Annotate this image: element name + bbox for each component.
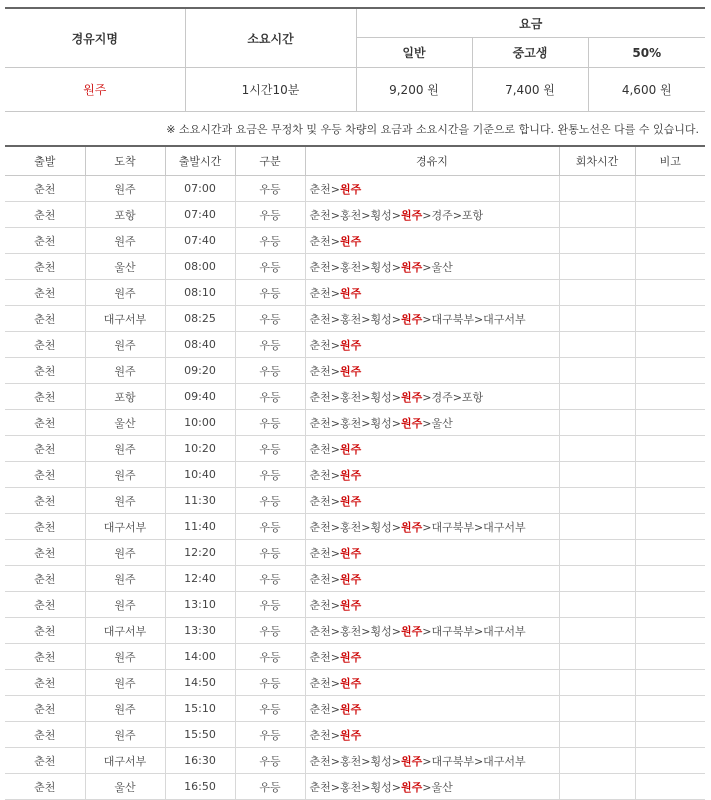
cell-class: 우등 — [235, 774, 305, 800]
cell-class: 우등 — [235, 540, 305, 566]
cell-from: 춘천 — [5, 462, 85, 488]
cell-remarks — [635, 254, 705, 280]
schedule-header-row — [5, 146, 705, 176]
table-row — [5, 592, 705, 618]
cell-remarks — [635, 514, 705, 540]
cell-remarks — [635, 644, 705, 670]
cell-to: 원주 — [85, 670, 165, 696]
via-stop-highlight: 원주 — [339, 364, 362, 378]
cell-return-time — [559, 670, 635, 696]
cell-via: 춘천>홍천>횡성>원주>대구북부>대구서부 — [305, 514, 559, 540]
header-return-time: 회차시간 — [559, 146, 635, 176]
cell-remarks — [635, 722, 705, 748]
table-row — [5, 306, 705, 332]
via-stop: 횡성 — [370, 260, 392, 274]
cell-via: 춘천>원주 — [305, 436, 559, 462]
cell-to: 원주 — [85, 280, 165, 306]
cell-departure-time: 08:25 — [165, 306, 235, 332]
cell-class: 우등 — [235, 176, 305, 202]
via-stop-highlight: 원주 — [339, 468, 362, 482]
cell-via: 춘천>홍천>횡성>원주>경주>포항 — [305, 202, 559, 228]
via-stop: 횡성 — [370, 208, 392, 222]
cell-via: 춘천>원주 — [305, 176, 559, 202]
cell-remarks — [635, 592, 705, 618]
cell-return-time — [559, 228, 635, 254]
via-stop: 춘천 — [309, 312, 331, 326]
cell-class: 우등 — [235, 696, 305, 722]
via-stop: 춘천 — [309, 416, 331, 430]
via-stop: 춘천 — [309, 572, 331, 586]
via-stop: 춘천 — [309, 234, 331, 248]
via-stop: 춘천 — [309, 728, 331, 742]
cell-from: 춘천 — [5, 176, 85, 202]
cell-departure-time: 14:50 — [165, 670, 235, 696]
via-stop: 춘천 — [309, 754, 331, 768]
cell-from: 춘천 — [5, 696, 85, 722]
cell-class: 우등 — [235, 306, 305, 332]
via-stop-highlight: 원주 — [400, 390, 423, 404]
cell-class: 우등 — [235, 410, 305, 436]
cell-to: 원주 — [85, 540, 165, 566]
table-row — [5, 514, 705, 540]
table-row — [5, 748, 705, 774]
cell-class: 우등 — [235, 384, 305, 410]
cell-return-time — [559, 748, 635, 774]
cell-return-time — [559, 358, 635, 384]
cell-via: 춘천>원주 — [305, 488, 559, 514]
via-stop: 춘천 — [309, 468, 331, 482]
cell-return-time — [559, 202, 635, 228]
cell-via: 춘천>홍천>횡성>원주>울산 — [305, 254, 559, 280]
via-stop-highlight: 원주 — [339, 546, 362, 560]
cell-via: 춘천>원주 — [305, 280, 559, 306]
via-stop: 홍천 — [339, 780, 362, 794]
table-row — [5, 540, 705, 566]
cell-via: 춘천>홍천>횡성>원주>대구북부>대구서부 — [305, 306, 559, 332]
cell-departure-time: 09:40 — [165, 384, 235, 410]
cell-from: 춘천 — [5, 228, 85, 254]
via-stop: 대구서부 — [483, 312, 526, 326]
cell-remarks — [635, 384, 705, 410]
via-stop: 춘천 — [309, 650, 331, 664]
cell-via: 춘천>홍천>횡성>원주>울산 — [305, 410, 559, 436]
cell-to: 대구서부 — [85, 748, 165, 774]
cell-via: 춘천>원주 — [305, 644, 559, 670]
cell-remarks — [635, 228, 705, 254]
via-stop: 횡성 — [370, 390, 392, 404]
cell-via: 춘천>원주 — [305, 358, 559, 384]
header-class: 구분 — [235, 146, 305, 176]
cell-return-time — [559, 436, 635, 462]
cell-departure-time: 16:30 — [165, 748, 235, 774]
via-stop: 홍천 — [339, 520, 362, 534]
cell-to: 원주 — [85, 332, 165, 358]
via-stop-highlight: 원주 — [339, 442, 362, 456]
via-stop: 홍천 — [339, 624, 362, 638]
via-stop: 춘천 — [309, 598, 331, 612]
cell-to: 원주 — [85, 722, 165, 748]
via-stop: 춘천 — [309, 286, 331, 300]
via-stop: 울산 — [431, 260, 453, 274]
cell-return-time — [559, 254, 635, 280]
cell-to: 울산 — [85, 410, 165, 436]
header-via: 경유지 — [305, 146, 559, 176]
cell-to: 울산 — [85, 774, 165, 800]
cell-class: 우등 — [235, 514, 305, 540]
cell-class: 우등 — [235, 748, 305, 774]
cell-return-time — [559, 280, 635, 306]
fare-header-stop-name: 경유지명 — [5, 8, 185, 68]
cell-class: 우등 — [235, 488, 305, 514]
table-row — [5, 358, 705, 384]
via-stop: 대구북부 — [431, 520, 474, 534]
cell-to: 원주 — [85, 176, 165, 202]
table-row — [5, 644, 705, 670]
via-stop: 홍천 — [339, 754, 362, 768]
via-stop: 홍천 — [339, 312, 362, 326]
cell-departure-time: 09:20 — [165, 358, 235, 384]
via-stop-highlight: 원주 — [339, 702, 362, 716]
header-remarks: 비고 — [635, 146, 705, 176]
table-row — [5, 462, 705, 488]
cell-class: 우등 — [235, 566, 305, 592]
cell-from: 춘천 — [5, 748, 85, 774]
via-stop-highlight: 원주 — [339, 286, 362, 300]
cell-class: 우등 — [235, 332, 305, 358]
cell-departure-time: 16:50 — [165, 774, 235, 800]
cell-return-time — [559, 644, 635, 670]
table-row — [5, 202, 705, 228]
cell-from: 춘천 — [5, 722, 85, 748]
cell-to: 원주 — [85, 228, 165, 254]
cell-departure-time: 13:10 — [165, 592, 235, 618]
table-row — [5, 696, 705, 722]
cell-return-time — [559, 592, 635, 618]
fare-header-student: 중고생 — [472, 38, 588, 68]
via-stop-highlight: 원주 — [339, 234, 362, 248]
cell-class: 우등 — [235, 722, 305, 748]
fare-stop-name: 원주 — [5, 68, 185, 112]
via-stop: 춘천 — [309, 338, 331, 352]
cell-via: 춘천>원주 — [305, 462, 559, 488]
via-stop: 대구북부 — [431, 754, 474, 768]
cell-from: 춘천 — [5, 566, 85, 592]
cell-to: 원주 — [85, 644, 165, 670]
cell-to: 원주 — [85, 462, 165, 488]
via-stop-highlight: 원주 — [339, 650, 362, 664]
via-stop: 횡성 — [370, 780, 392, 794]
cell-remarks — [635, 566, 705, 592]
cell-via: 춘천>원주 — [305, 670, 559, 696]
cell-from: 춘천 — [5, 488, 85, 514]
via-stop-highlight: 원주 — [339, 676, 362, 690]
cell-departure-time: 12:40 — [165, 566, 235, 592]
via-stop: 춘천 — [309, 494, 331, 508]
cell-via: 춘천>홍천>횡성>원주>울산 — [305, 774, 559, 800]
via-stop-highlight: 원주 — [400, 520, 423, 534]
via-stop: 경주 — [431, 208, 453, 222]
cell-remarks — [635, 436, 705, 462]
fare-duration: 1시간10분 — [185, 68, 356, 112]
table-row — [5, 384, 705, 410]
via-stop-highlight: 원주 — [400, 312, 423, 326]
table-row — [5, 254, 705, 280]
via-stop: 대구서부 — [483, 754, 526, 768]
table-row — [5, 228, 705, 254]
table-row — [5, 280, 705, 306]
cell-departure-time: 13:30 — [165, 618, 235, 644]
table-row — [5, 566, 705, 592]
cell-departure-time: 15:50 — [165, 722, 235, 748]
cell-class: 우등 — [235, 436, 305, 462]
cell-from: 춘천 — [5, 384, 85, 410]
cell-from: 춘천 — [5, 358, 85, 384]
fare-header-fare: 요금 — [356, 8, 705, 38]
cell-departure-time: 10:40 — [165, 462, 235, 488]
via-stop: 홍천 — [339, 416, 362, 430]
via-stop: 횡성 — [370, 520, 392, 534]
cell-from: 춘천 — [5, 410, 85, 436]
cell-return-time — [559, 722, 635, 748]
cell-class: 우등 — [235, 462, 305, 488]
fare-general: 9,200 원 — [356, 68, 472, 112]
fare-student: 7,400 원 — [472, 68, 588, 112]
via-stop: 춘천 — [309, 364, 331, 378]
cell-to: 대구서부 — [85, 514, 165, 540]
cell-remarks — [635, 176, 705, 202]
cell-via: 춘천>홍천>횡성>원주>대구북부>대구서부 — [305, 748, 559, 774]
cell-remarks — [635, 618, 705, 644]
via-stop: 춘천 — [309, 624, 331, 638]
cell-return-time — [559, 488, 635, 514]
cell-from: 춘천 — [5, 254, 85, 280]
cell-from: 춘천 — [5, 514, 85, 540]
via-stop-highlight: 원주 — [400, 260, 423, 274]
via-stop: 횡성 — [370, 754, 392, 768]
cell-class: 우등 — [235, 254, 305, 280]
cell-from: 춘천 — [5, 306, 85, 332]
fare-header-half: 50% — [588, 38, 705, 68]
cell-return-time — [559, 176, 635, 202]
fare-note: ※ 소요시간과 요금은 무정차 및 우등 차량의 요금과 소요시간을 기준으로 합니다. 완통노선은 다를 수 있습니다. — [166, 123, 699, 136]
cell-return-time — [559, 332, 635, 358]
cell-to: 포항 — [85, 202, 165, 228]
cell-via: 춘천>원주 — [305, 566, 559, 592]
cell-via: 춘천>원주 — [305, 540, 559, 566]
cell-departure-time: 15:10 — [165, 696, 235, 722]
via-stop: 춘천 — [309, 676, 331, 690]
cell-departure-time: 07:40 — [165, 228, 235, 254]
cell-departure-time: 07:40 — [165, 202, 235, 228]
cell-departure-time: 08:00 — [165, 254, 235, 280]
cell-remarks — [635, 696, 705, 722]
cell-to: 대구서부 — [85, 618, 165, 644]
via-stop: 홍천 — [339, 208, 362, 222]
table-row — [5, 410, 705, 436]
cell-return-time — [559, 410, 635, 436]
cell-via: 춘천>원주 — [305, 722, 559, 748]
header-to: 도착 — [85, 146, 165, 176]
via-stop: 횡성 — [370, 312, 392, 326]
cell-return-time — [559, 462, 635, 488]
via-stop: 춘천 — [309, 182, 331, 196]
cell-departure-time: 11:30 — [165, 488, 235, 514]
fare-header-general: 일반 — [356, 38, 472, 68]
cell-return-time — [559, 696, 635, 722]
via-stop: 대구서부 — [483, 520, 526, 534]
fare-header-duration: 소요시간 — [185, 8, 356, 68]
cell-remarks — [635, 280, 705, 306]
cell-from: 춘천 — [5, 592, 85, 618]
cell-remarks — [635, 332, 705, 358]
via-stop: 횡성 — [370, 624, 392, 638]
cell-class: 우등 — [235, 592, 305, 618]
via-stop: 춘천 — [309, 780, 331, 794]
cell-via: 춘천>원주 — [305, 332, 559, 358]
via-stop: 울산 — [431, 416, 453, 430]
cell-via: 춘천>홍천>횡성>원주>대구북부>대구서부 — [305, 618, 559, 644]
cell-class: 우등 — [235, 644, 305, 670]
cell-return-time — [559, 566, 635, 592]
cell-departure-time: 11:40 — [165, 514, 235, 540]
via-stop: 횡성 — [370, 416, 392, 430]
via-stop: 춘천 — [309, 702, 331, 716]
via-stop: 춘천 — [309, 442, 331, 456]
via-stop: 울산 — [431, 780, 453, 794]
cell-to: 대구서부 — [85, 306, 165, 332]
via-stop: 춘천 — [309, 390, 331, 404]
cell-to: 원주 — [85, 696, 165, 722]
cell-return-time — [559, 540, 635, 566]
via-stop: 춘천 — [309, 208, 331, 222]
via-stop-highlight: 원주 — [339, 494, 362, 508]
cell-class: 우등 — [235, 280, 305, 306]
table-row — [5, 722, 705, 748]
cell-departure-time: 14:00 — [165, 644, 235, 670]
table-row — [5, 332, 705, 358]
cell-to: 울산 — [85, 254, 165, 280]
cell-remarks — [635, 462, 705, 488]
cell-return-time — [559, 306, 635, 332]
cell-to: 원주 — [85, 358, 165, 384]
cell-from: 춘천 — [5, 618, 85, 644]
via-stop-highlight: 원주 — [339, 182, 362, 196]
cell-via: 춘천>홍천>횡성>원주>경주>포항 — [305, 384, 559, 410]
via-stop-highlight: 원주 — [400, 754, 423, 768]
cell-remarks — [635, 410, 705, 436]
via-stop: 춘천 — [309, 520, 331, 534]
via-stop-highlight: 원주 — [339, 728, 362, 742]
cell-to: 원주 — [85, 488, 165, 514]
via-stop-highlight: 원주 — [339, 598, 362, 612]
cell-remarks — [635, 670, 705, 696]
via-stop-highlight: 원주 — [339, 572, 362, 586]
table-row — [5, 436, 705, 462]
cell-departure-time: 07:00 — [165, 176, 235, 202]
cell-via: 춘천>원주 — [305, 592, 559, 618]
table-row — [5, 176, 705, 202]
header-from: 출발 — [5, 146, 85, 176]
cell-departure-time: 08:10 — [165, 280, 235, 306]
cell-to: 원주 — [85, 566, 165, 592]
via-stop: 춘천 — [309, 546, 331, 560]
fare-half: 4,600 원 — [588, 68, 705, 112]
fare-table — [5, 7, 705, 112]
via-stop: 포항 — [461, 390, 484, 404]
cell-remarks — [635, 540, 705, 566]
cell-from: 춘천 — [5, 644, 85, 670]
cell-from: 춘천 — [5, 540, 85, 566]
via-stop: 홍천 — [339, 260, 362, 274]
via-stop: 대구북부 — [431, 312, 474, 326]
cell-return-time — [559, 618, 635, 644]
table-row — [5, 488, 705, 514]
cell-class: 우등 — [235, 202, 305, 228]
cell-departure-time: 10:00 — [165, 410, 235, 436]
cell-via: 춘천>원주 — [305, 228, 559, 254]
cell-departure-time: 12:20 — [165, 540, 235, 566]
schedule-table — [5, 145, 705, 800]
header-departure-time: 출발시간 — [165, 146, 235, 176]
cell-from: 춘천 — [5, 280, 85, 306]
cell-class: 우등 — [235, 670, 305, 696]
via-stop-highlight: 원주 — [400, 624, 423, 638]
via-stop-highlight: 원주 — [400, 780, 423, 794]
cell-remarks — [635, 488, 705, 514]
cell-via: 춘천>원주 — [305, 696, 559, 722]
via-stop: 대구서부 — [483, 624, 526, 638]
via-stop-highlight: 원주 — [400, 416, 423, 430]
via-stop: 홍천 — [339, 390, 362, 404]
table-row — [5, 670, 705, 696]
cell-class: 우등 — [235, 358, 305, 384]
via-stop: 대구북부 — [431, 624, 474, 638]
cell-class: 우등 — [235, 228, 305, 254]
cell-from: 춘천 — [5, 774, 85, 800]
cell-departure-time: 10:20 — [165, 436, 235, 462]
cell-departure-time: 08:40 — [165, 332, 235, 358]
cell-remarks — [635, 358, 705, 384]
cell-remarks — [635, 306, 705, 332]
schedule-body — [5, 176, 705, 800]
cell-remarks — [635, 202, 705, 228]
via-stop-highlight: 원주 — [339, 338, 362, 352]
cell-from: 춘천 — [5, 202, 85, 228]
via-stop: 포항 — [461, 208, 484, 222]
cell-from: 춘천 — [5, 332, 85, 358]
cell-return-time — [559, 514, 635, 540]
via-stop: 경주 — [431, 390, 453, 404]
cell-from: 춘천 — [5, 670, 85, 696]
cell-to: 원주 — [85, 436, 165, 462]
table-row — [5, 618, 705, 644]
cell-class: 우등 — [235, 618, 305, 644]
cell-return-time — [559, 384, 635, 410]
cell-from: 춘천 — [5, 436, 85, 462]
cell-to: 원주 — [85, 592, 165, 618]
cell-remarks — [635, 748, 705, 774]
via-stop-highlight: 원주 — [400, 208, 423, 222]
via-stop: 춘천 — [309, 260, 331, 274]
cell-to: 포항 — [85, 384, 165, 410]
